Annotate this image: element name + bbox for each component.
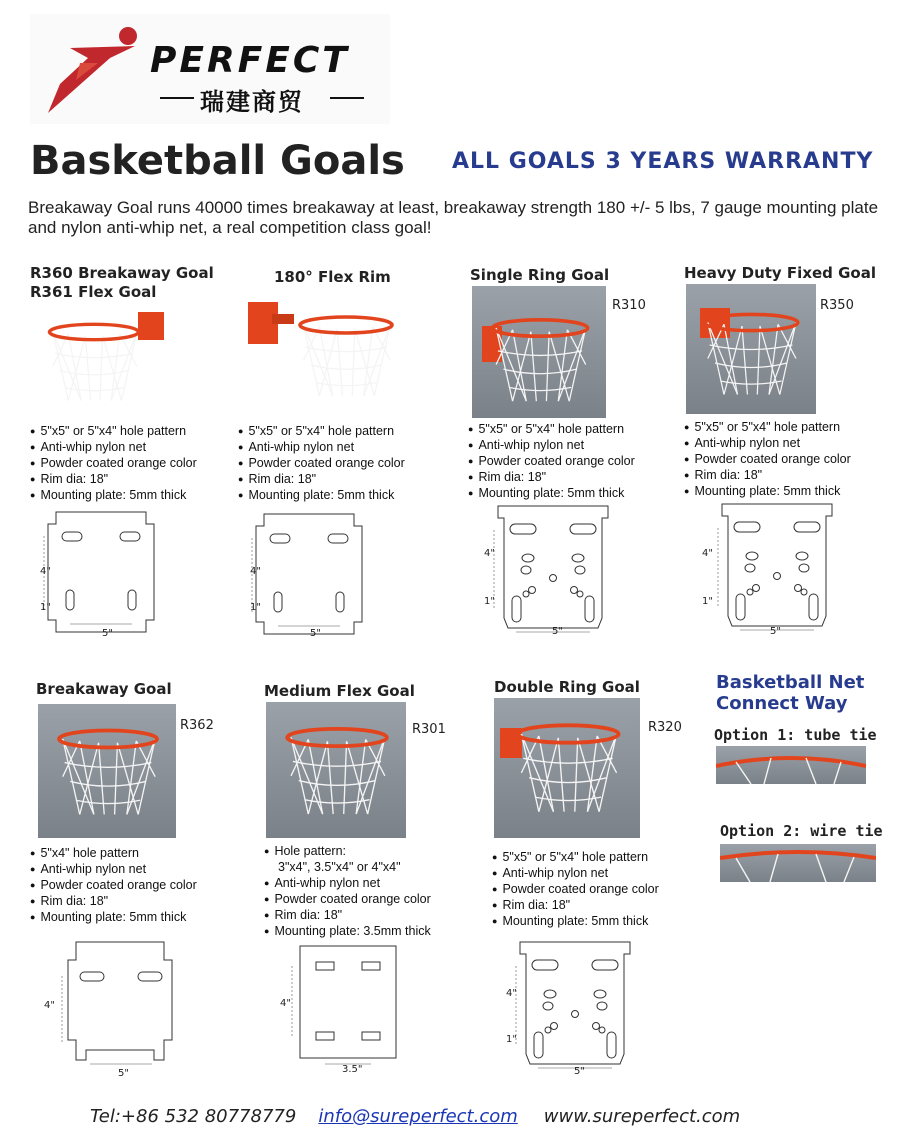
spec-item: ● Mounting plate: 5mm thick: [492, 914, 659, 930]
intro-text: Breakaway Goal runs 40000 times breakaway at least, breakaway strength 180 +/- 5 lbs, 7 gauge mounting plate and nylon anti-whip net, a real competition class goal!: [28, 198, 879, 237]
product-r360-plate-diagram: [36, 502, 172, 648]
spec-item: ● Powder coated orange color: [238, 456, 405, 472]
product-code: R301: [412, 722, 446, 737]
product-r350-specs: [684, 420, 851, 500]
product-r320-photo: [494, 698, 640, 838]
spec-item: ● Mounting plate: 5mm thick: [684, 484, 851, 500]
product-r350-photo: [686, 284, 816, 414]
product-code: R362: [180, 718, 214, 733]
spec-item: ● Rim dia: 18": [684, 468, 851, 484]
spec-item: ● Rim dia: 18": [468, 470, 635, 486]
option1-label: Option 1: tube tie: [714, 726, 877, 744]
product-code: R320: [648, 720, 682, 735]
dim-height: 4": [44, 1000, 55, 1011]
spec-item: ● Anti-whip nylon net: [684, 436, 851, 452]
product-flex-rim-photo: [248, 296, 410, 414]
spec-item: ● 5"x5" or 5"x4" hole pattern: [30, 424, 197, 440]
product-r362-title: [36, 680, 172, 699]
spec-item: ● Anti-whip nylon net: [468, 438, 635, 454]
spec-item: ● Mounting plate: 5mm thick: [30, 910, 197, 926]
spec-item: ● Powder coated orange color: [468, 454, 635, 470]
product-title-line: 180° Flex Rim: [274, 268, 391, 286]
product-title-line: R361 Flex Goal: [30, 283, 157, 301]
product-title-line: Breakaway Goal: [36, 680, 172, 698]
spec-item: ● Anti-whip nylon net: [492, 866, 659, 882]
product-title-line: R360 Breakaway Goal: [30, 264, 214, 282]
option2-label: Option 2: wire tie: [720, 822, 883, 840]
net-connect-title: [716, 672, 864, 714]
dim-width: 5": [574, 1066, 585, 1077]
product-r320-specs: [492, 850, 659, 930]
product-title-line: Medium Flex Goal: [264, 682, 415, 700]
dim-width: 5": [552, 626, 563, 637]
dim-height: 4": [484, 548, 495, 559]
spec-item: ● Rim dia: 18": [238, 472, 405, 488]
footer-email-link[interactable]: info@sureperfect.com: [318, 1106, 518, 1127]
spec-item: ● Powder coated orange color: [30, 878, 197, 894]
spec-item: ● Powder coated orange color: [264, 892, 431, 908]
footer-contact: [90, 1106, 740, 1127]
dim-width: 5": [118, 1068, 129, 1079]
dim-width: 5": [102, 628, 113, 639]
spec-item: ● Anti-whip nylon net: [30, 440, 197, 456]
dim-width: 5": [770, 626, 781, 637]
dim-small: 1": [702, 596, 713, 607]
spec-item: ● Mounting plate: 5mm thick: [30, 488, 197, 504]
spec-item: ● 5"x4" hole pattern: [30, 846, 197, 862]
product-r301-plate-diagram: [282, 936, 418, 1082]
product-r301-title: [264, 682, 415, 701]
dim-small: 1": [250, 602, 261, 613]
spec-item-continuation: 3"x4", 3.5"x4" or 4"x4": [278, 860, 401, 874]
dim-width: 3.5": [342, 1064, 363, 1075]
spec-item: ● Mounting plate: 3.5mm thick: [264, 924, 431, 940]
footer-tel: Tel:+86 532 80778779: [90, 1106, 297, 1127]
product-flex-rim-specs: [238, 424, 405, 504]
product-r320-title: [494, 678, 640, 697]
spec-item: ● Anti-whip nylon net: [238, 440, 405, 456]
dim-width: 5": [310, 628, 321, 639]
spec-item: ● Rim dia: 18": [30, 894, 197, 910]
product-title-line: Single Ring Goal: [470, 266, 610, 284]
spec-item: ● Rim dia: 18": [30, 472, 197, 488]
dim-height: 4": [702, 548, 713, 559]
product-r362-specs: [30, 846, 197, 926]
product-r310-photo: [472, 286, 606, 418]
spec-item: ● Hole pattern:: [264, 844, 431, 860]
product-r360-photo: [38, 304, 164, 420]
spec-item: ● Rim dia: 18": [492, 898, 659, 914]
spec-item: ● 5"x5" or 5"x4" hole pattern: [468, 422, 635, 438]
product-code: R350: [820, 298, 854, 313]
warranty-banner: ALL GOALS 3 YEARS WARRANTY: [452, 149, 874, 174]
dim-height: 4": [40, 566, 51, 577]
option1-photo: [716, 746, 866, 784]
dim-height: 4": [250, 566, 261, 577]
dim-small: 1": [484, 596, 495, 607]
net-title-line: Connect Way: [716, 693, 848, 714]
product-r360-title: [30, 264, 214, 302]
product-r362-photo: [38, 704, 176, 838]
spec-item: ● Powder coated orange color: [684, 452, 851, 468]
dim-height: 4": [280, 998, 291, 1009]
product-code: R310: [612, 298, 646, 313]
spec-item: ● Mounting plate: 5mm thick: [238, 488, 405, 504]
brand-chinese-name: 瑞建商贸: [200, 88, 304, 116]
brand-divider-right: [330, 97, 364, 99]
product-r350-title: [684, 264, 876, 283]
product-r362-plate-diagram: [56, 932, 192, 1078]
spec-item: ● Powder coated orange color: [30, 456, 197, 472]
product-r310-specs: [468, 422, 635, 502]
dim-height: 4": [506, 988, 517, 999]
product-title-line: Double Ring Goal: [494, 678, 640, 696]
spec-item: ● 5"x5" or 5"x4" hole pattern: [492, 850, 659, 866]
footer-website[interactable]: www.sureperfect.com: [543, 1106, 741, 1127]
dim-small: 1": [506, 1034, 517, 1045]
spec-item: ● Mounting plate: 5mm thick: [468, 486, 635, 502]
product-r320-plate-diagram: [510, 936, 646, 1082]
spec-item: ● Anti-whip nylon net: [30, 862, 197, 878]
product-r310-title: [470, 266, 609, 285]
product-flex-rim-title: [274, 268, 391, 287]
spec-item: ● 5"x5" or 5"x4" hole pattern: [238, 424, 405, 440]
brand-divider-left: [160, 97, 194, 99]
spec-item: ● Anti-whip nylon net: [264, 876, 431, 892]
brand-name: PERFECT: [150, 40, 350, 81]
perfect-logo-icon: [40, 18, 150, 118]
net-title-line: Basketball Net: [716, 672, 865, 693]
spec-item: ● Rim dia: 18": [264, 908, 431, 924]
product-r310-plate-diagram: [488, 500, 624, 646]
product-title-line: Heavy Duty Fixed Goal: [684, 264, 877, 282]
product-r301-specs: [264, 844, 431, 940]
page-title: Basketball Goals: [30, 138, 405, 184]
spec-item: ● 5"x5" or 5"x4" hole pattern: [684, 420, 851, 436]
dim-small: 1": [40, 602, 51, 613]
product-r360-specs: [30, 424, 197, 504]
product-r350-plate-diagram: [712, 498, 848, 644]
product-r301-photo: [266, 702, 406, 838]
option2-photo: [720, 844, 876, 882]
spec-item: ● Powder coated orange color: [492, 882, 659, 898]
